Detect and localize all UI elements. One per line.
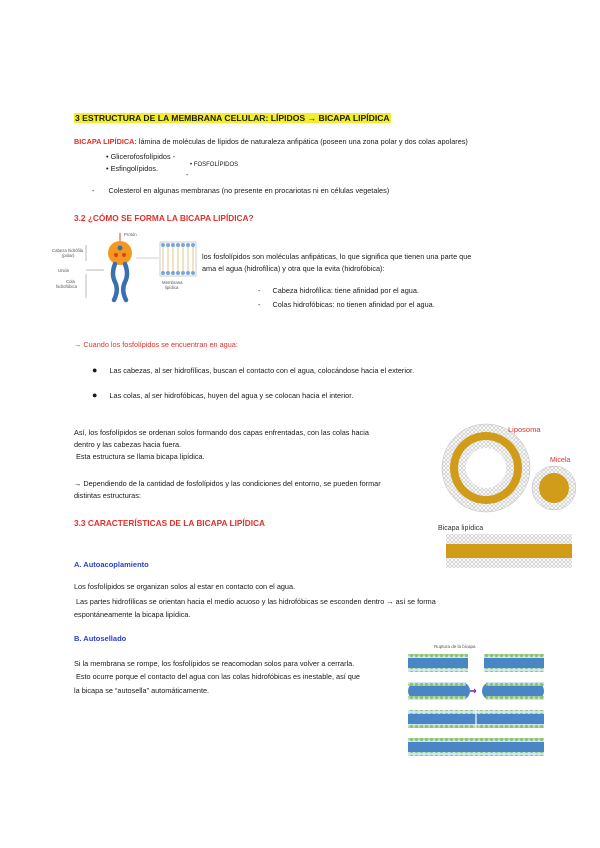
- sealed-bilayer-icon: [408, 738, 544, 756]
- agua-bullet-2-text: Las colas, al ser hidrofóbicas, huyen del agua y se colocan hacia el interior.: [109, 391, 354, 400]
- anfipaticas-line1: los fosfolípidos son moléculas anfipáticas, lo que significa que tienen una parte que: [202, 252, 472, 261]
- paragraph1-line1: Así, los fosfolípidos se ordenan solos formando dos capas enfrentadas, con las colas hacia: [74, 428, 369, 437]
- near-sealed-bilayer-icon: [408, 710, 544, 728]
- broken-bilayer-icon: [408, 654, 544, 672]
- bilayer-icon: [160, 242, 196, 276]
- dash-icon: -: [258, 300, 261, 309]
- label-cola2: hidrofóbica: [56, 284, 78, 289]
- paragraph2-line1: → Dependiendo de la cantidad de fosfolípidos y las condiciones del entorno, se pueden formar: [74, 479, 381, 488]
- bullet-icon: •: [106, 152, 109, 161]
- bullet-icon: ●: [92, 365, 98, 375]
- section-a-line1: Los fosfolípidos se organizan solos al estar en contacto con el agua.: [74, 582, 296, 591]
- tail-icon: [123, 264, 127, 300]
- dash-icon: -: [92, 186, 95, 195]
- liposome-icon: [442, 424, 530, 512]
- label-right1: Membrana: [162, 280, 183, 285]
- glicero-label: Glicerofosfolípidos: [110, 152, 171, 161]
- bilayer-sheet-icon: [446, 534, 572, 568]
- esfingo-label: Esfingolípidos.: [110, 164, 159, 173]
- section-3-2-title: 3.2 ¿CÓMO SE FORMA LA BICAPA LIPÍDICA?: [74, 213, 254, 223]
- section-b-line3: la bicapa se “autosella” automáticamente.: [74, 686, 210, 695]
- section-b-line2: Esto ocurre porque el contacto del agua con las colas hidrofóbicas es inestable, así que: [76, 672, 360, 681]
- section-a-line2: Las partes hidrofílicas se orientan hacia el medio acuoso y las hidrofóbicas se esconden dentro → así se forma: [76, 597, 436, 606]
- fosfolipidos-label: FOSFOLÍPIDOS: [193, 162, 239, 168]
- bullet-icon: ●: [92, 390, 98, 400]
- bicapa-term: BICAPA LIPÍDICA:: [74, 137, 137, 146]
- part-colas: [258, 300, 435, 311]
- agua-heading: → Cuando los fosfolípidos se encuentran en agua:: [74, 340, 238, 349]
- agua-bullet-1: [92, 365, 414, 377]
- brace-label: [190, 162, 238, 168]
- section-b-line1: Si la membrana se rompe, los fosfolípidos se reacomodan solos para volver a cerrarla.: [74, 659, 355, 668]
- polar-head-icon: [108, 241, 132, 265]
- arrow-icon: •: [190, 162, 194, 168]
- paragraph1-line3: Esta estructura se llama bicapa lipídica.: [76, 452, 205, 461]
- agua-bullet-2: [92, 390, 353, 402]
- list-item-esfingo: [106, 164, 158, 175]
- bullet-icon: •: [106, 164, 109, 173]
- section-a-title: A. Autoacoplamiento: [74, 560, 149, 569]
- micela-label: Micela: [550, 457, 571, 464]
- label-cola1: Cola: [66, 279, 75, 284]
- fig3-label: Ruptura de la bicapa: [434, 644, 476, 649]
- section-b-title: B. Autosellado: [74, 634, 127, 643]
- agua-bullet-1-text: Las cabezas, al ser hidrofílicas, buscan el contacto con el agua, colocándose hacia el exterior.: [109, 366, 415, 375]
- section-3-3-title: 3.3 CARACTERÍSTICAS DE LA BICAPA LIPÍDICA: [74, 518, 265, 528]
- label-top: Protón: [124, 232, 137, 237]
- dash-icon: -: [172, 152, 176, 161]
- bicapa-definition-text: lámina de moléculas de lípidos de naturaleza anfipática (poseen una zona polar y dos colas apolares): [138, 137, 468, 146]
- bicapa-definition: [74, 137, 468, 148]
- part-cabeza: [258, 286, 419, 297]
- section-a-line3: espontáneamente la bicapa lipídica.: [74, 610, 191, 619]
- liposoma-label: Liposoma: [508, 425, 541, 434]
- dash-icon: -: [258, 286, 261, 295]
- colesterol-label: Colesterol en algunas membranas (no presente en procariotas ni en células vegetales): [108, 186, 390, 195]
- lipid-structures-figure: [438, 418, 576, 574]
- part-cabeza-text: Cabeza hidrofílica: tiene afinidad por el agua.: [272, 286, 419, 295]
- phospholipid-figure: [48, 228, 198, 304]
- section-title: [74, 108, 391, 126]
- dash-mark: -: [186, 170, 189, 179]
- paragraph1-line2: dentro y las cabezas hacia fuera.: [74, 440, 182, 449]
- paragraph2-line2: distintas estructuras:: [74, 491, 141, 500]
- micelle-icon: [532, 466, 576, 510]
- label-cabeza2: (polar): [62, 253, 75, 258]
- anfipaticas-line2: ama el agua (hidrofílica) y otra que la evita (hidrofóbica):: [202, 264, 385, 273]
- list-item-glicero: [106, 152, 175, 163]
- label-union: Unión: [58, 268, 70, 273]
- tail-icon: [113, 264, 117, 300]
- list-item-colesterol: [92, 186, 389, 197]
- part-colas-text: Colas hidrofóbicas: no tienen afinidad por el agua.: [272, 300, 435, 309]
- label-right2: lipídica: [165, 285, 179, 290]
- resealing-bilayer-icon: [408, 682, 544, 700]
- autosellado-figure: [404, 640, 548, 760]
- bicapa-label: Bicapa lipídica: [438, 525, 484, 532]
- label-cabeza1: Cabeza hidrófila: [52, 248, 84, 253]
- section-title-text: 3 ESTRUCTURA DE LA MEMBRANA CELULAR: LÍPIDOS → BICAPA LIPÍDICA: [75, 113, 390, 123]
